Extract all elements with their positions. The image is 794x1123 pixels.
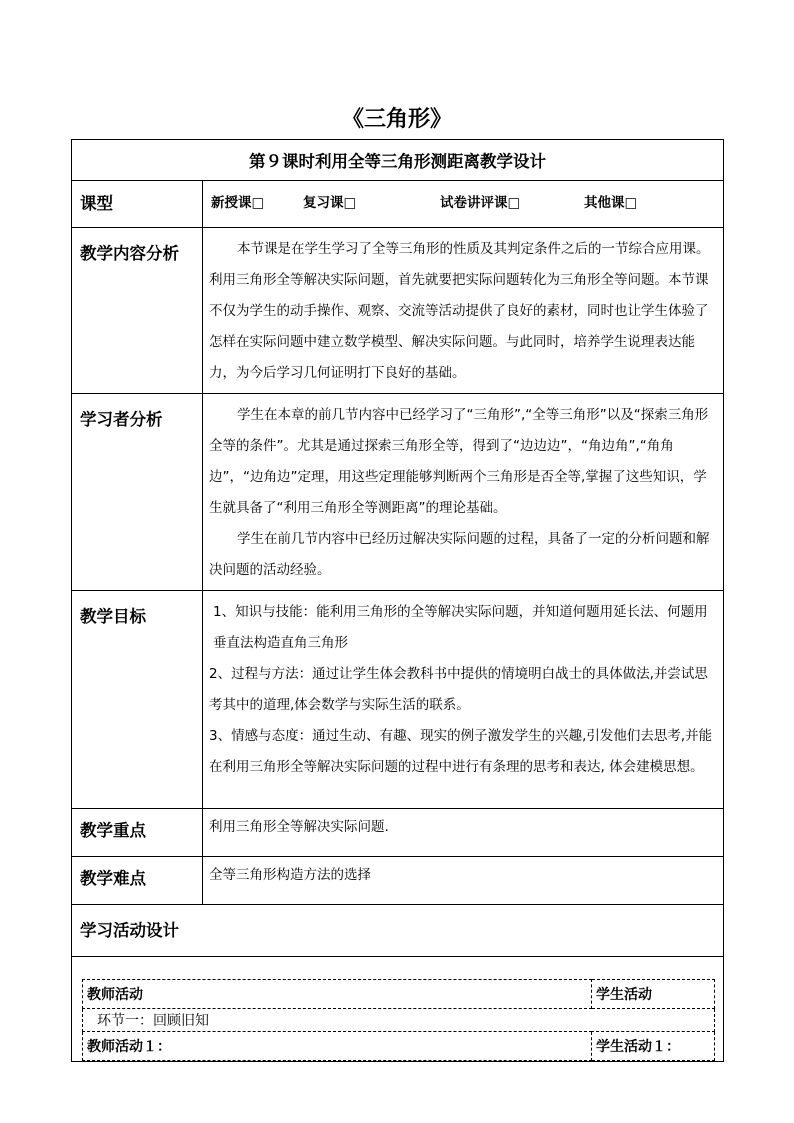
course-type-option-new: 新授课□	[211, 195, 265, 211]
activity-design-cell	[72, 957, 724, 1062]
lesson-plan-table	[71, 139, 724, 1062]
key-points-label: 教学重点	[72, 809, 203, 857]
teacher-activity-1: 教师活动１：	[83, 1032, 592, 1061]
objectives-label: 教学目标	[72, 591, 203, 809]
content-analysis-label: 教学内容分析	[72, 228, 203, 394]
section-heading: 环节一：回顾旧知	[83, 1009, 715, 1032]
activity-table	[82, 979, 715, 1061]
course-type-label: 课型	[72, 181, 203, 228]
learner-analysis-cell	[203, 394, 724, 591]
lesson-title: 第９课时利用全等三角形测距离教学设计	[72, 140, 724, 181]
learner-analysis-paragraph: 学生在本章的前几节内容中已经学习了“三角形”,“全等三角形”以及“探索三角形全等的条件”。尤其是通过探索三角形全等，得到了“边边边”，“角边角”,“角角边”，“边角边”定理，用这些定理能够判断两个三角形是否全等,掌握了这些知识，学生就具备了“利用三角形全等测距离”的理论基础。	[209, 407, 709, 516]
student-activity-1: 学生活动１：	[592, 1032, 715, 1061]
course-type-option-review: 复习课□	[303, 195, 357, 211]
activity-design-label: 学习活动设计	[72, 905, 724, 957]
course-type-option-other: 其他课□	[584, 195, 638, 211]
difficulties-text: 全等三角形构造方法的选择	[209, 867, 371, 883]
learner-analysis-paragraph: 学生在前几节内容中已经历过解决实际问题的过程，具备了一定的分析问题和解决问题的活动经验。	[209, 531, 710, 578]
content-analysis-text: 本节课是在学生学习了全等三角形的性质及其判定条件之后的一节综合应用课。利用三角形全等解决实际问题，首先就要把实际问题转化为三角形全等问题。本节课不仅为学生的动手操作、观察、交流等活动提供了良好的素材，同时也让学生体验了怎样在实际问题中建立数学模型、解决实际问题。与此同时，培养学生说理表达能力，为今后学习几何证明打下良好的基础。	[209, 241, 710, 381]
objective-item: 1、知识与技能：能利用三角形的全等解决实际问题，并知道何题用延长法、何题用垂直法构造直角三角形	[213, 604, 708, 651]
course-type-options	[203, 181, 724, 228]
difficulties-label: 教学难点	[72, 857, 203, 905]
teacher-activity-header: 教师活动	[83, 980, 592, 1009]
course-type-option-exam: 试卷讲评课□	[440, 195, 521, 211]
content-analysis-cell	[203, 228, 724, 394]
learner-analysis-label: 学习者分析	[72, 394, 203, 591]
document-title: 《三角形》	[341, 106, 452, 132]
student-activity-header: 学生活动	[592, 980, 715, 1009]
key-points-text: 利用三角形全等解决实际问题.	[209, 819, 389, 835]
objective-item: 2、过程与方法：通过让学生体会教科书中提供的情境明白战士的具体做法,并尝试思考其中的道理,体会数学与实际生活的联系。	[209, 666, 708, 713]
objectives-cell	[203, 591, 724, 809]
difficulties-cell	[203, 857, 724, 905]
key-points-cell	[203, 809, 724, 857]
objective-item: 3、情感与态度：通过生动、有趣、现实的例子激发学生的兴趣,引发他们去思考,并能在利用三角形全等解决实际问题的过程中进行有条理的思考和表达, 体会建模思想。	[209, 728, 713, 775]
